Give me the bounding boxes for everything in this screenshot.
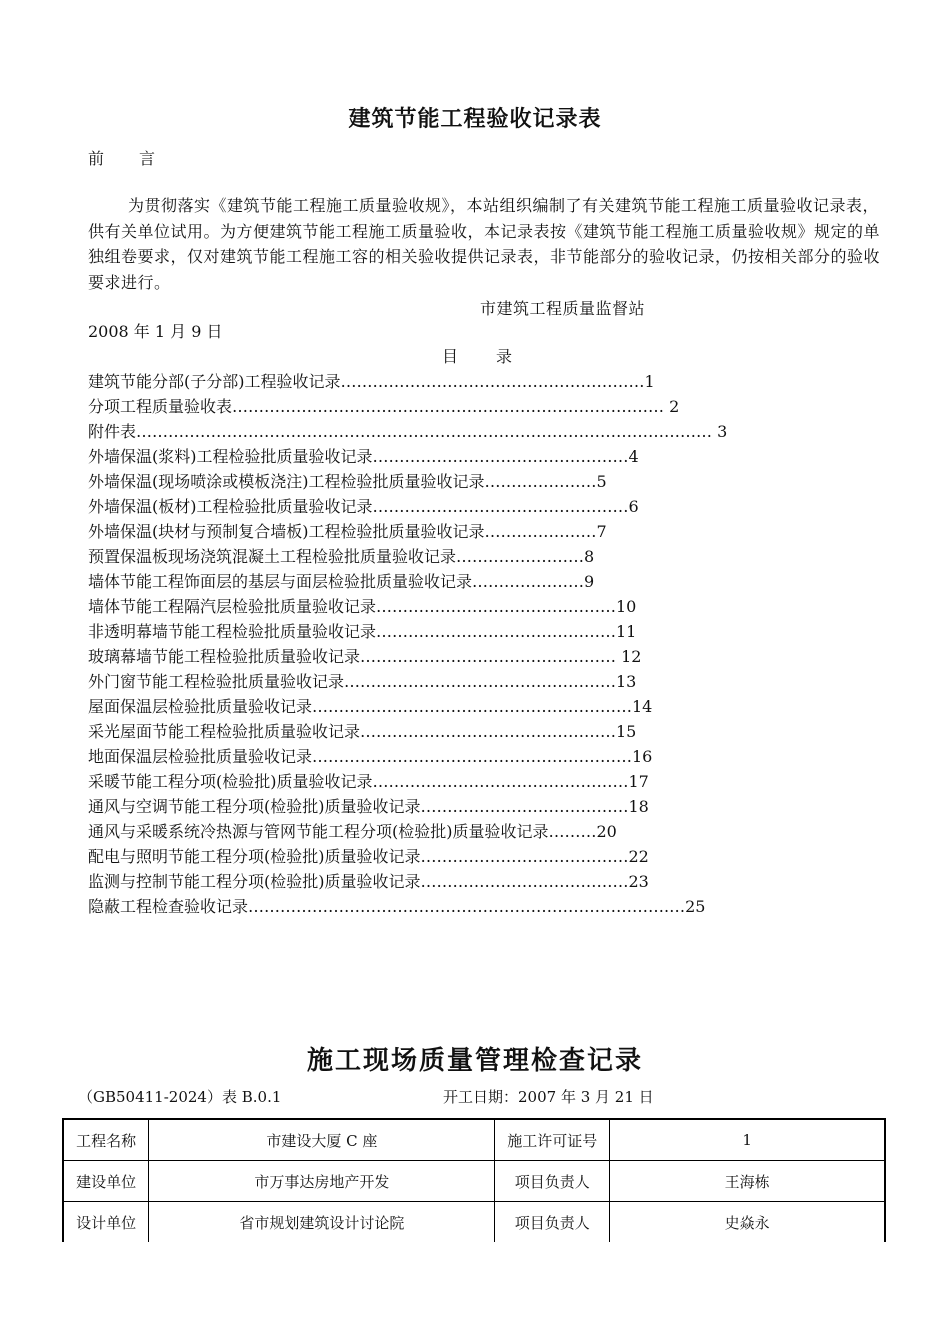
preface-date: 2008 年 1 月 9 日 [88, 322, 223, 341]
table-row [63, 1202, 885, 1243]
table-row [63, 1119, 885, 1161]
toc-entry[interactable]: 墙体节能工程隔汽层检验批质量验收记录………………………………………10 [88, 597, 637, 616]
toc-entry[interactable]: 监测与控制节能工程分项(检验批)质量验收记录…………………………………23 [88, 872, 649, 891]
document-title: 建筑节能工程验收记录表 [348, 107, 602, 132]
toc-entry[interactable]: 隐蔽工程检查验收记录…………………………………………………………………….…25 [88, 897, 706, 916]
toc-entry[interactable]: 墙体节能工程饰面层的基层与面层检验批质量验收记录…………………9 [88, 572, 595, 591]
toc-entry[interactable]: 屋面保温层检验批质量验收记录……………………………………………………14 [88, 697, 653, 716]
organization-name: 市建筑工程质量监督站 [480, 299, 646, 318]
field-value: 市万事达房地产开发 [149, 1161, 495, 1202]
toc-entry[interactable]: 外墙保温(块材与预制复合墙板)工程检验批质量验收记录…………………7 [88, 522, 607, 541]
field-label: 设计单位 [63, 1202, 149, 1243]
toc-entry[interactable]: 建筑节能分部(子分部)工程验收记录…………………………………………………1 [88, 372, 655, 391]
field-value: 省市规划建筑设计讨论院 [149, 1202, 495, 1243]
field-label: 施工许可证号 [495, 1119, 610, 1161]
toc-entry[interactable]: 分项工程质量验收表……………………………………………………………………… 2 [88, 397, 680, 416]
field-value: 市建设大厦 C 座 [149, 1119, 495, 1161]
toc-entry[interactable]: 外墙保温(浆料)工程检验批质量验收记录…………………………………………4 [88, 447, 639, 466]
field-label: 项目负责人 [495, 1202, 610, 1243]
toc-entry[interactable]: 玻璃幕墙节能工程检验批质量验收记录………………………………………… 12 [88, 647, 642, 666]
toc-entry[interactable]: 外墙保温(板材)工程检验批质量验收记录…………………………………………6 [88, 497, 639, 516]
field-value: 王海栋 [610, 1161, 885, 1202]
standard-reference: （GB50411-2024）表 B.0.1 [78, 1088, 282, 1106]
table-of-contents [88, 369, 728, 919]
toc-entry[interactable]: 预置保温板现场浇筑混凝土工程检验批质量验收记录……………………8 [88, 547, 595, 566]
field-label: 工程名称 [63, 1119, 149, 1161]
toc-entry[interactable]: 通风与空调节能工程分项(检验批)质量验收记录…………………………………18 [88, 797, 649, 816]
toc-entry[interactable]: 地面保温层检验批质量验收记录……………………………………………………16 [88, 747, 653, 766]
preface-body: 为贯彻落实《建筑节能工程施工质量验收规》，本站组织编制了有关建筑节能工程施工质量验收记录表，供有关单位试用。为方便建筑节能工程施工质量验收，本记录表按《建筑节能工程施工质量验收规》规定的单独组卷要求，仅对建筑节能工程施工容的相关验收提供记录表，非节能部分的验收记录，仍按相关部分的验收要求进行。 [88, 196, 881, 292]
toc-entry[interactable]: 采暖节能工程分项(检验批)质量验收记录…………………………………………17 [88, 772, 649, 791]
table-row [63, 1161, 885, 1202]
form-title: 施工现场质量管理检查记录 [306, 1046, 643, 1076]
toc-entry[interactable]: 配电与照明节能工程分项(检验批)质量验收记录…………………………………22 [88, 847, 649, 866]
toc-entry[interactable]: 外墙保温(现场喷涂或模板浇注)工程检验批质量验收记录…………………5 [88, 472, 607, 491]
toc-entry[interactable]: 通风与采暖系统冷热源与管网节能工程分项(检验批)质量验收记录………20 [88, 822, 617, 841]
toc-heading: 目 录 [442, 347, 515, 366]
toc-entry[interactable]: 外门窗节能工程检验批质量验收记录……………………………………………13 [88, 672, 637, 691]
toc-entry[interactable]: 非透明幕墙节能工程检验批质量验收记录………………………………………11 [88, 622, 637, 641]
start-date: 开工日期：2007 年 3 月 21 日 [443, 1088, 654, 1106]
project-info-table [62, 1118, 886, 1242]
field-label: 建设单位 [63, 1161, 149, 1202]
preface-heading: 前 言 [88, 149, 157, 168]
field-value: 史焱永 [610, 1202, 885, 1243]
field-value: 1 [610, 1119, 885, 1161]
toc-entry[interactable]: 附件表……………………………………………………………………………………………… 3 [88, 422, 728, 441]
field-label: 项目负责人 [495, 1161, 610, 1202]
toc-entry[interactable]: 采光屋面节能工程检验批质量验收记录…………………………………………15 [88, 722, 637, 741]
